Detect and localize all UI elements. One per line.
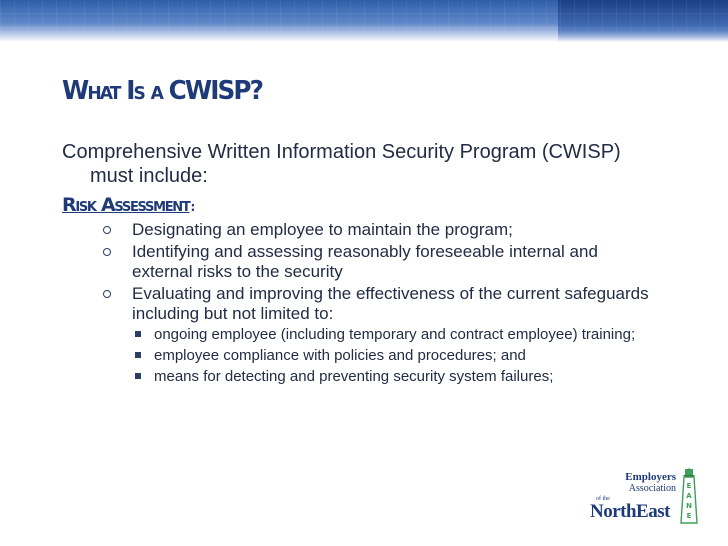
square-bullet-icon bbox=[135, 352, 141, 358]
square-bullet-icon bbox=[135, 331, 141, 337]
header-band-shade bbox=[558, 0, 728, 42]
bullet-item bbox=[94, 220, 662, 240]
circle-bullet-icon bbox=[103, 290, 111, 298]
bullet-list bbox=[62, 220, 662, 386]
section-heading-label: Risk Assessment bbox=[62, 194, 190, 216]
logo-line-northeast: NorthEast bbox=[590, 501, 670, 522]
lighthouse-letter: A bbox=[686, 492, 692, 500]
bullet-item bbox=[94, 242, 662, 282]
lighthouse-letter: E bbox=[686, 512, 692, 520]
logo-line-employers: Employers bbox=[625, 471, 676, 483]
section-heading bbox=[62, 194, 662, 216]
circle-bullet-icon bbox=[103, 226, 111, 234]
intro-text: Comprehensive Written Information Security Program (CWISP) must include: bbox=[62, 141, 621, 187]
bullet-text: Designating an employee to maintain the program; bbox=[132, 220, 513, 239]
sub-bullet-item bbox=[132, 368, 662, 386]
slide-title: What Is a CWISP? bbox=[62, 76, 263, 106]
sub-bullet-text: means for detecting and preventing security system failures; bbox=[154, 368, 554, 385]
bullet-text: Evaluating and improving the effectiveness of the current safeguards including but not limited to: bbox=[132, 284, 649, 323]
sub-bullet-item bbox=[132, 347, 662, 365]
lighthouse-icon bbox=[678, 468, 700, 524]
header-band bbox=[0, 0, 728, 42]
sub-bullet-text: ongoing employee (including temporary and contract employee) training; bbox=[154, 326, 636, 343]
circle-bullet-icon bbox=[103, 248, 111, 256]
bullet-item bbox=[94, 284, 662, 386]
employers-association-logo bbox=[590, 468, 710, 528]
lighthouse-letter: E bbox=[686, 482, 692, 490]
bullet-text: Identifying and assessing reasonably foreseeable internal and external risks to the security bbox=[132, 242, 598, 281]
square-bullet-icon bbox=[135, 373, 141, 379]
sub-bullet-text: employee compliance with policies and procedures; and bbox=[154, 347, 526, 364]
sub-bullet-list bbox=[132, 326, 662, 386]
sub-bullet-item bbox=[132, 326, 662, 344]
logo-line-association: Association bbox=[628, 483, 676, 494]
slide-body bbox=[62, 140, 662, 389]
logo-line-of-the: of the bbox=[596, 496, 610, 502]
section-heading-colon: : bbox=[190, 200, 194, 214]
lighthouse-letter: N bbox=[686, 502, 692, 510]
